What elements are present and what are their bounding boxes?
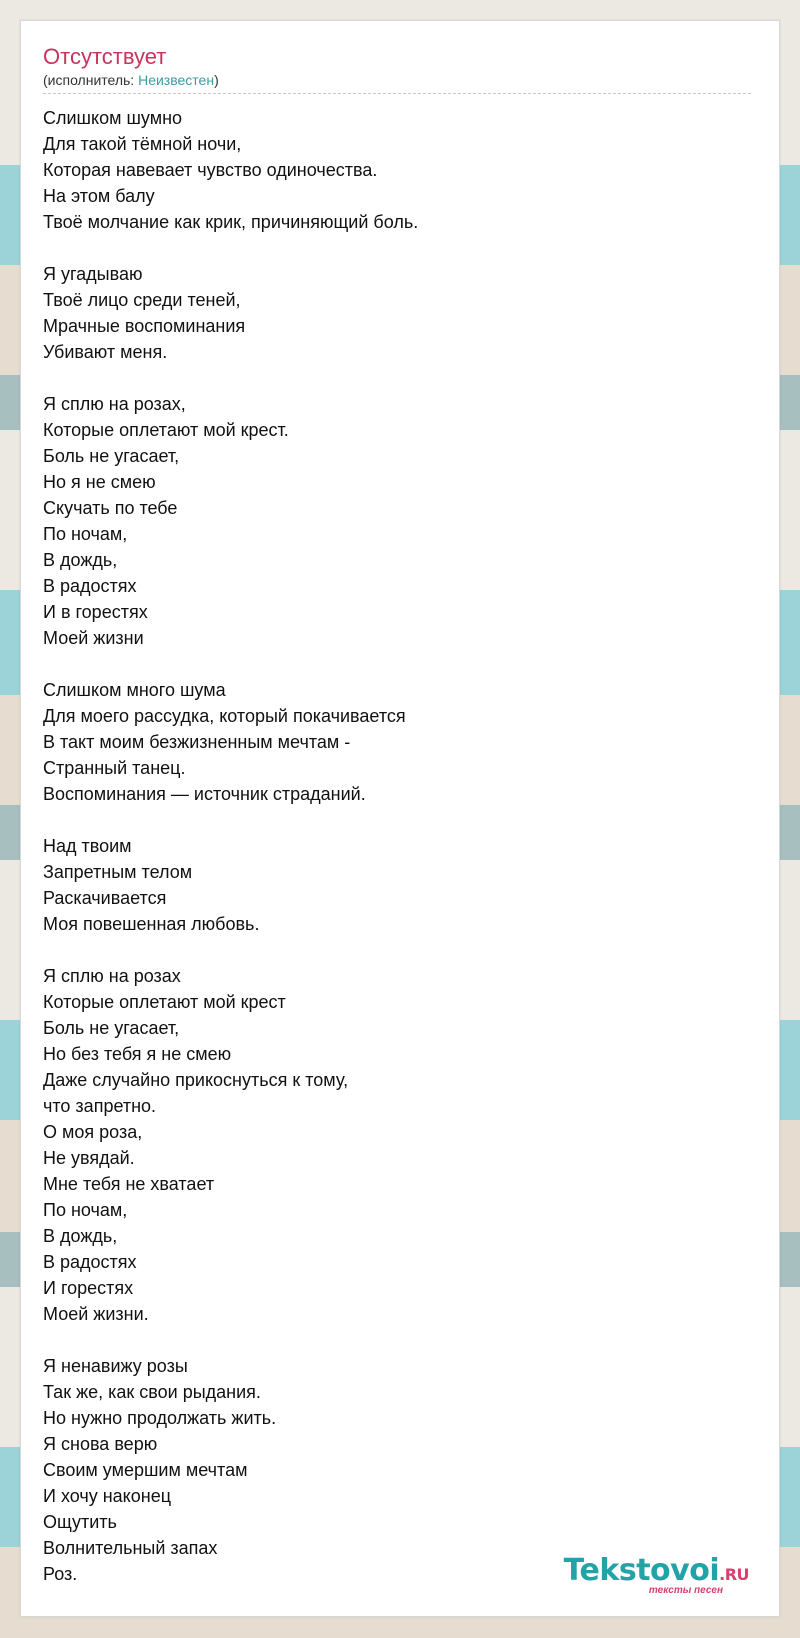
lyric-line: Я снова верю xyxy=(43,1434,158,1454)
lyric-line: Твоё молчание как крик, причиняющий боль. xyxy=(43,212,419,232)
lyric-line: Боль не угасает, xyxy=(43,1018,180,1038)
lyric-line: На этом балу xyxy=(43,186,155,206)
logo-name: Tekstovoi xyxy=(563,1553,720,1588)
lyric-line: Даже случайно прикоснуться к тому, xyxy=(43,1070,349,1090)
lyric-line: Твоё лицо среди теней, xyxy=(43,290,241,310)
lyric-line: что запретно. xyxy=(43,1096,157,1116)
stanza-break xyxy=(43,235,743,261)
lyric-line: В такт моим безжизненным мечтам - xyxy=(43,732,351,752)
lyric-line: Мне тебя не хватает xyxy=(43,1174,215,1194)
logo-tld: .RU xyxy=(719,1565,749,1584)
lyric-line: Не увядай. xyxy=(43,1148,135,1168)
stanza-break xyxy=(43,1327,743,1353)
stanza-break xyxy=(43,651,743,677)
lyric-line: Ощутить xyxy=(43,1512,117,1532)
lyric-line: В радостях xyxy=(43,1252,137,1272)
lyric-line: Роз. xyxy=(43,1564,78,1584)
lyric-line: В дождь, xyxy=(43,1226,118,1246)
lyric-line: Которые оплетают мой крест xyxy=(43,992,286,1012)
lyric-line: О моя роза, xyxy=(43,1122,143,1142)
lyric-line: Над твоим xyxy=(43,836,132,856)
lyric-line: Для такой тёмной ночи, xyxy=(43,134,242,154)
lyric-line: Воспоминания — источник страданий. xyxy=(43,784,366,804)
lyric-line: Я сплю на розах xyxy=(43,966,181,986)
lyric-line: Мрачные воспоминания xyxy=(43,316,246,336)
lyric-line: Но я не смею xyxy=(43,472,156,492)
lyric-line: Моя повешенная любовь. xyxy=(43,914,260,934)
lyric-line: Убивают меня. xyxy=(43,342,168,362)
lyric-line: Которые оплетают мой крест. xyxy=(43,420,289,440)
lyric-line: Своим умершим мечтам xyxy=(43,1460,248,1480)
stanza-break xyxy=(43,365,743,391)
lyric-line: Запретным телом xyxy=(43,862,193,882)
artist-prefix: (исполнитель: xyxy=(43,72,139,88)
lyric-line: В дождь, xyxy=(43,550,118,570)
stanza-break xyxy=(43,937,743,963)
lyric-line: Но нужно продолжать жить. xyxy=(43,1408,277,1428)
song-header xyxy=(43,43,751,94)
lyric-line: Я ненавижу розы xyxy=(43,1356,188,1376)
lyric-line: Моей жизни. xyxy=(43,1304,149,1324)
lyric-line: Странный танец. xyxy=(43,758,186,778)
lyric-line: И горестях xyxy=(43,1278,134,1298)
logo-tagline: тексты песен xyxy=(648,1585,723,1596)
lyrics-body xyxy=(43,105,743,1587)
artist-suffix: ) xyxy=(214,72,219,88)
lyric-line: Боль не угасает, xyxy=(43,446,180,466)
lyric-line: По ночам, xyxy=(43,524,128,544)
artist-link[interactable]: Неизвестен xyxy=(138,72,215,88)
song-title: Отсутствует xyxy=(43,44,167,69)
lyric-line: Волнительный запах xyxy=(43,1538,218,1558)
artist-line xyxy=(43,71,751,89)
lyric-line: Но без тебя я не смею xyxy=(43,1044,232,1064)
lyric-line: И в горестях xyxy=(43,602,148,622)
lyric-line: И хочу наконец xyxy=(43,1486,172,1506)
lyrics-card xyxy=(20,20,780,1617)
lyric-line: По ночам, xyxy=(43,1200,128,1220)
site-logo[interactable] xyxy=(564,1555,749,1596)
lyric-line: Слишком много шума xyxy=(43,680,226,700)
lyric-line: В радостях xyxy=(43,576,137,596)
lyric-line: Скучать по тебе xyxy=(43,498,178,518)
lyric-line: Для моего рассудка, который покачивается xyxy=(43,706,406,726)
lyric-line: Так же, как свои рыдания. xyxy=(43,1382,261,1402)
lyric-line: Я угадываю xyxy=(43,264,143,284)
lyric-line: Я сплю на розах, xyxy=(43,394,186,414)
lyric-line: Слишком шумно xyxy=(43,108,183,128)
lyric-line: Раскачивается xyxy=(43,888,167,908)
stanza-break xyxy=(43,807,743,833)
lyric-line: Которая навевает чувство одиночества. xyxy=(43,160,378,180)
lyric-line: Моей жизни xyxy=(43,628,144,648)
